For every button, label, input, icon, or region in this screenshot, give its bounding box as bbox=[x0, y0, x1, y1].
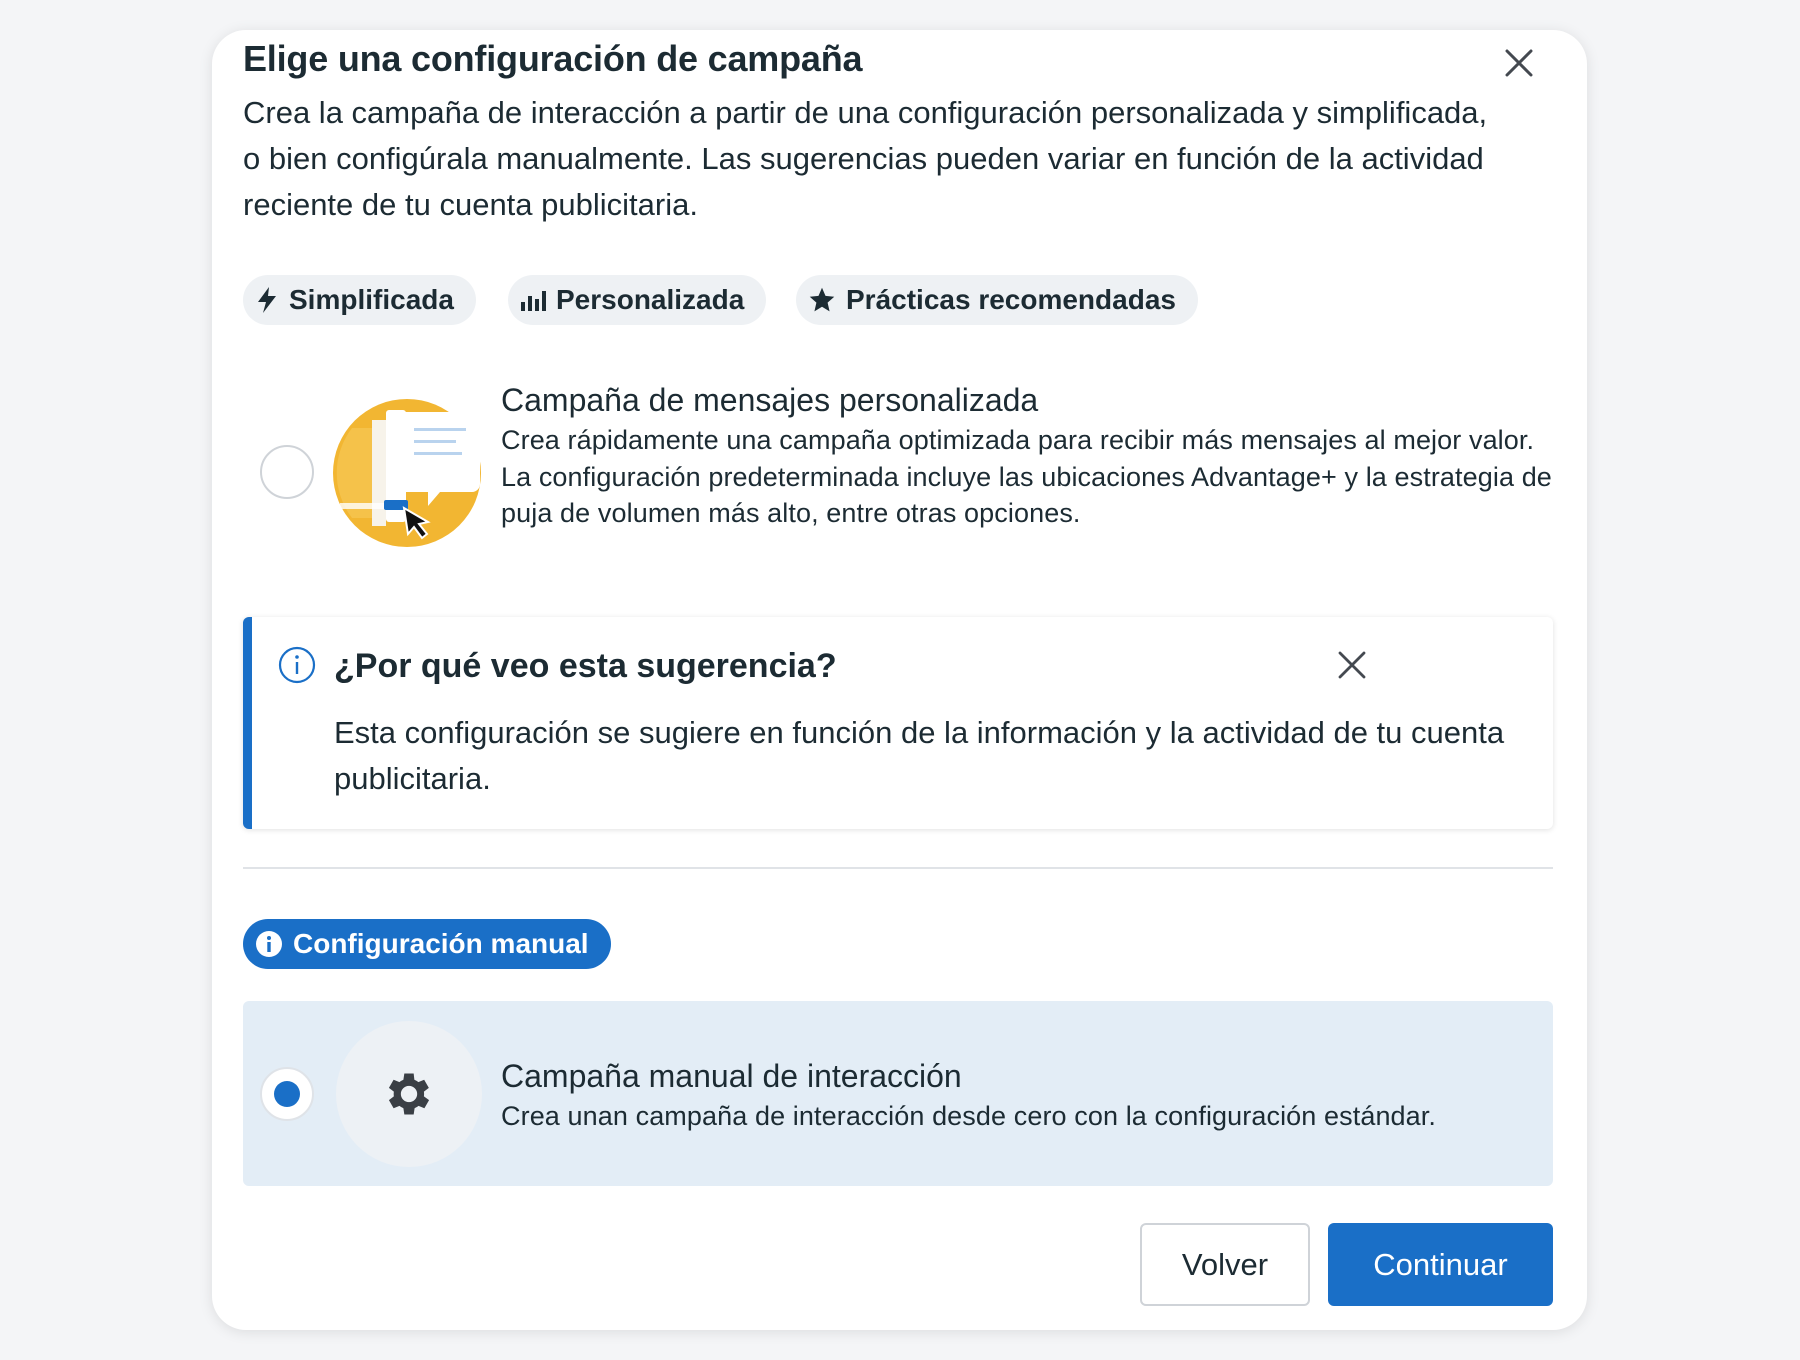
star-icon bbox=[808, 286, 836, 314]
messages-campaign-illustration bbox=[332, 398, 482, 548]
manual-option-title: Campaña manual de interacción bbox=[501, 1058, 962, 1094]
manual-config-badge bbox=[243, 919, 611, 969]
chip-simplificada[interactable] bbox=[243, 275, 476, 325]
dialog-subtitle: Crea la campaña de interacción a partir de una configuración personalizada y simplificada, o bien configúrala manualmente. Las sugerencias pueden variar en función de la actividad reciente de tu cuenta publicitaria. bbox=[243, 95, 1488, 222]
close-icon[interactable] bbox=[1503, 47, 1535, 79]
section-divider bbox=[243, 867, 1553, 869]
lightning-icon bbox=[255, 286, 279, 314]
info-title: ¿Por qué veo esta sugerencia? bbox=[334, 647, 837, 685]
gear-illustration bbox=[336, 1021, 482, 1167]
info-filled-icon bbox=[255, 930, 283, 958]
personalized-option-title: Campaña de mensajes personalizada bbox=[501, 382, 1039, 418]
close-icon[interactable] bbox=[1337, 650, 1367, 680]
personalized-option-desc-1: Crea rápidamente una campaña optimizada para recibir más mensajes al mejor valor. bbox=[501, 425, 1535, 455]
radio-manual-option[interactable] bbox=[260, 1067, 314, 1121]
dialog-title: Elige una configuración de campaña bbox=[243, 38, 863, 79]
continue-button[interactable]: Continuar bbox=[1328, 1223, 1553, 1306]
info-icon bbox=[278, 646, 316, 684]
radio-personalized-option[interactable] bbox=[260, 445, 314, 499]
chip-practicas[interactable] bbox=[796, 275, 1198, 325]
chip-label: Prácticas recomendadas bbox=[846, 284, 1176, 315]
manual-option-description: Crea unan campaña de interacción desde cero con la configuración estándar. bbox=[501, 1101, 1436, 1131]
back-button[interactable]: Volver bbox=[1140, 1223, 1310, 1306]
chip-label: Personalizada bbox=[556, 284, 745, 315]
personalized-option-desc-2: La configuración predeterminada incluye las ubicaciones Advantage+ y la estrategia de puja de volumen más alto, entre otras opciones. bbox=[501, 461, 1552, 528]
bar-chart-icon bbox=[520, 288, 546, 312]
suggestion-info-banner bbox=[243, 617, 1553, 829]
personalized-option-description bbox=[501, 422, 1571, 532]
gear-icon bbox=[381, 1066, 437, 1122]
chip-personalizada[interactable] bbox=[508, 275, 766, 325]
campaign-config-dialog bbox=[212, 30, 1587, 1330]
chip-label: Simplificada bbox=[289, 284, 454, 315]
manual-config-label: Configuración manual bbox=[293, 928, 589, 959]
info-text: Esta configuración se sugiere en función de la información y la actividad de tu cuenta publicitaria. bbox=[334, 715, 1505, 796]
